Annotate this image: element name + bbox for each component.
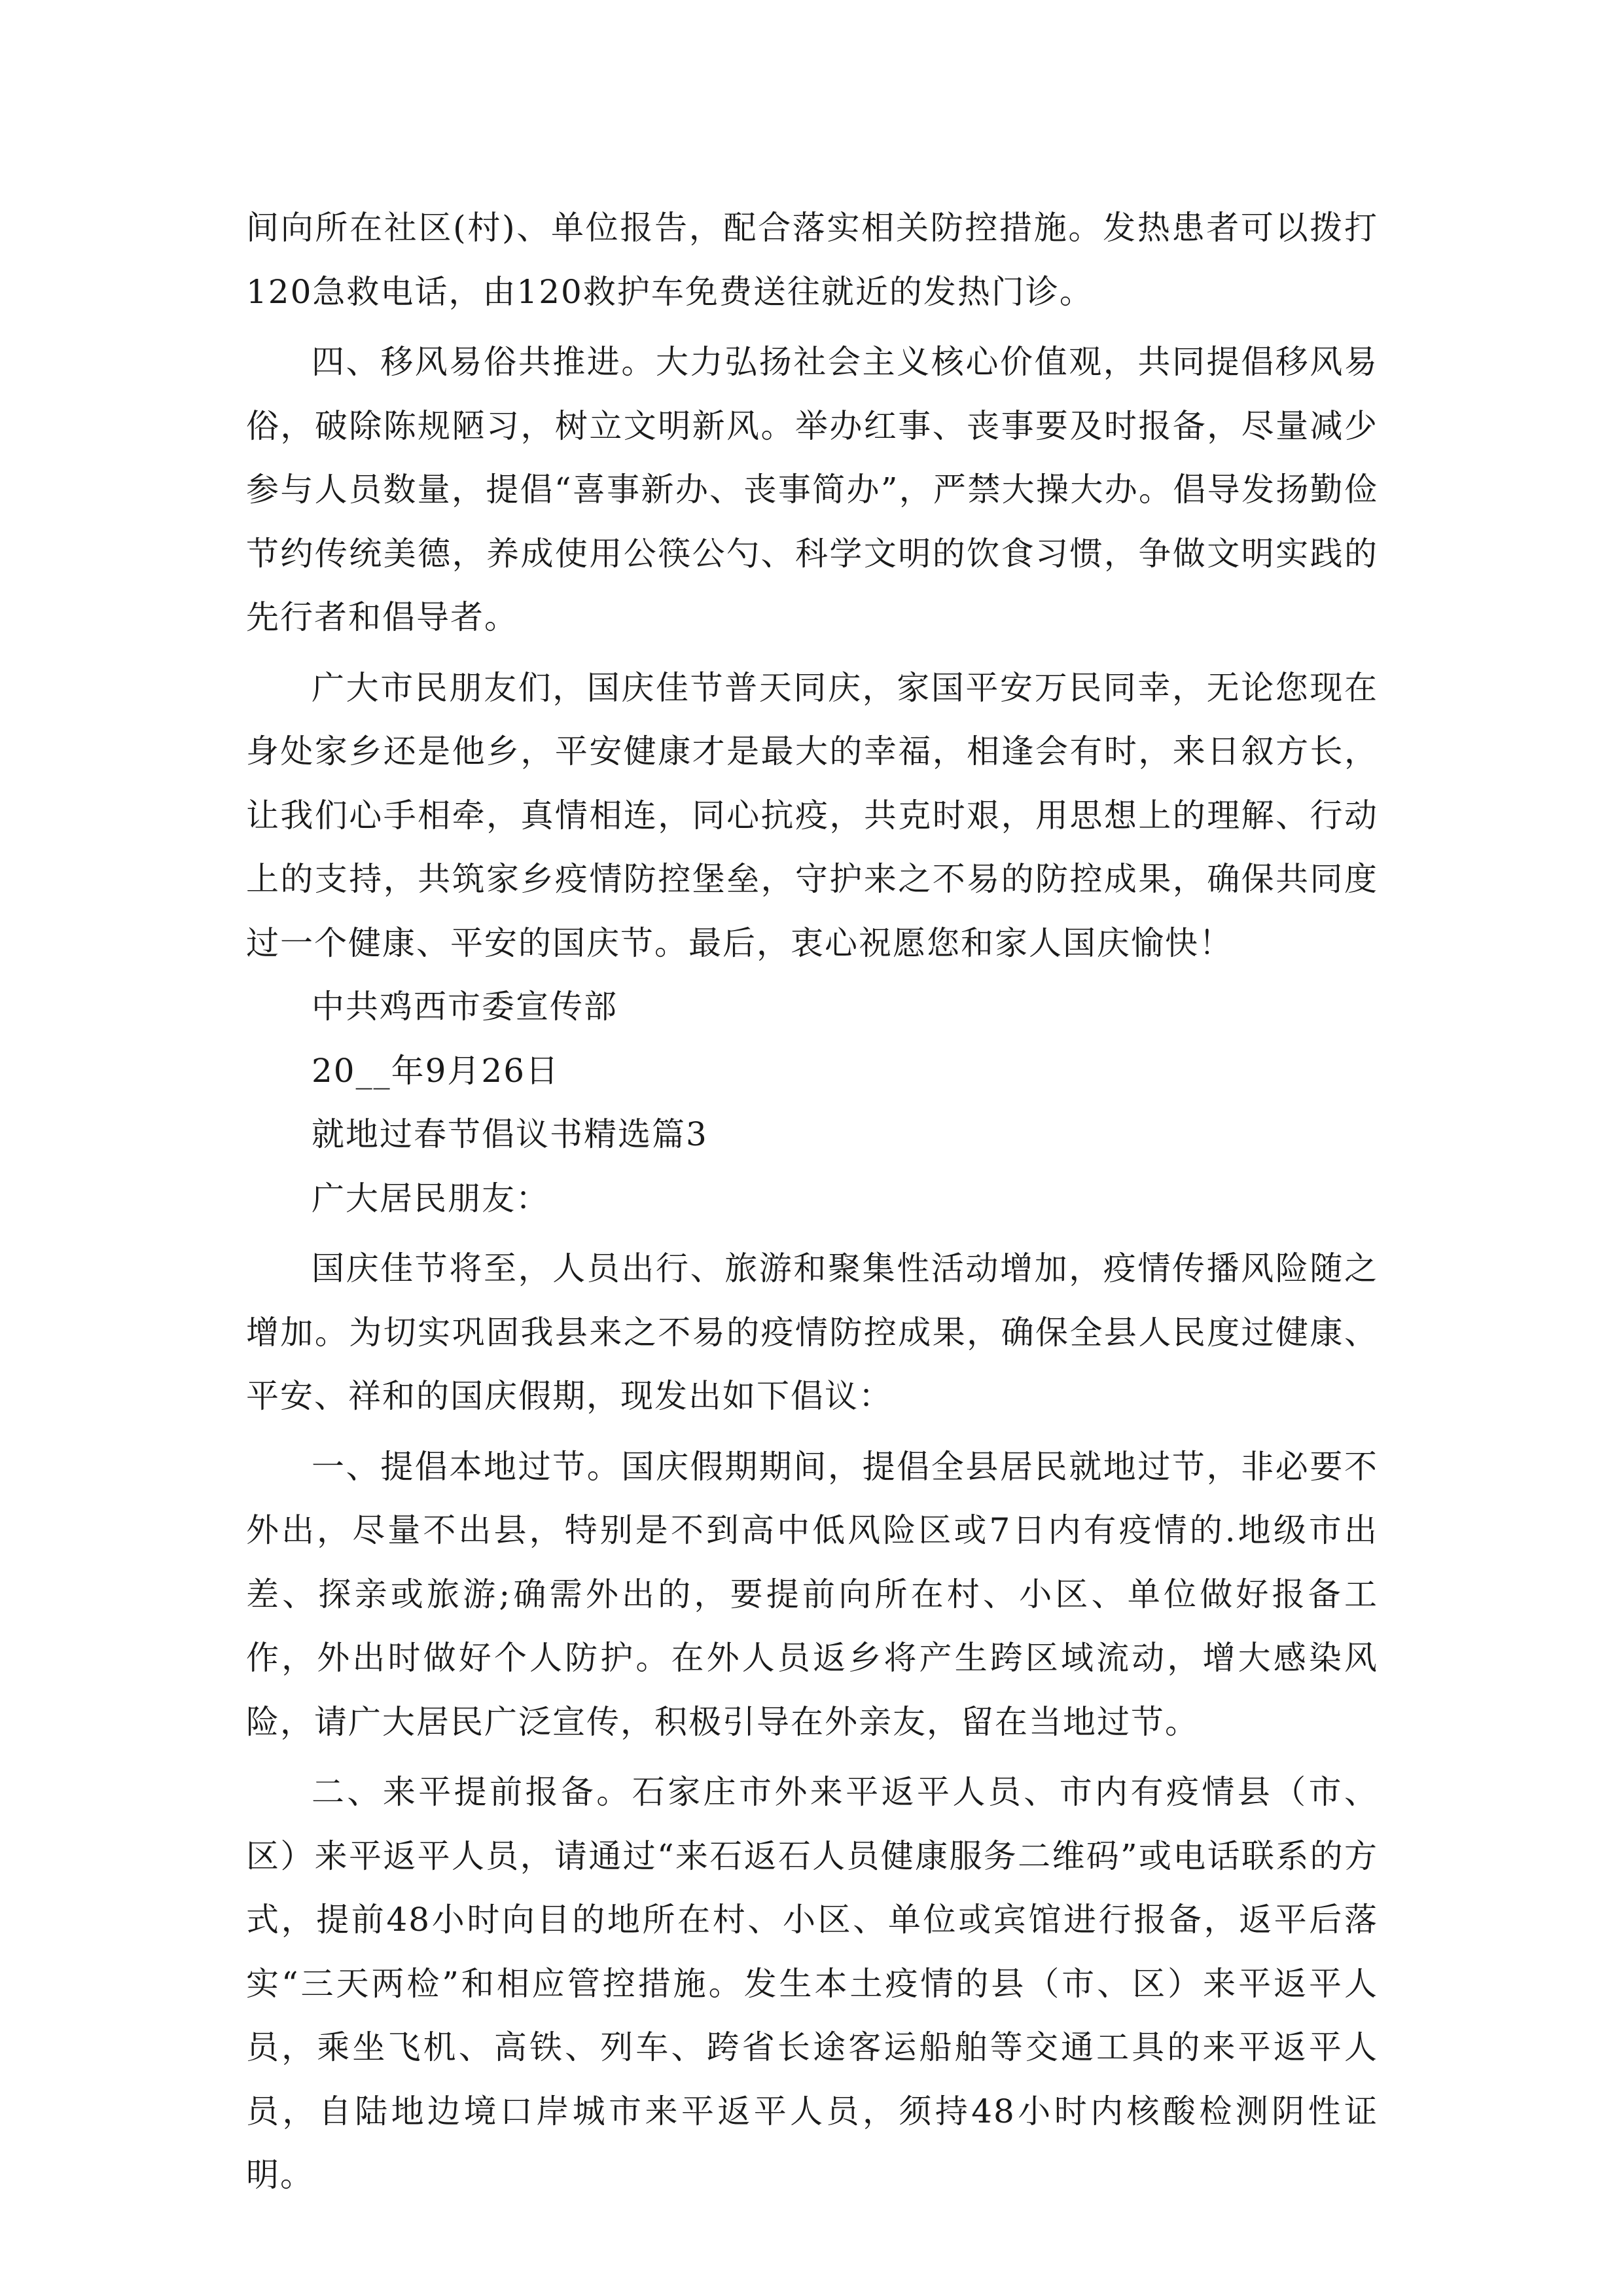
paragraph-citizens-appeal: 广大市民朋友们，国庆佳节普天同庆，家国平安万民同幸，无论您现在身处家乡还是他乡，平安健康才是最大的幸福，相逢会有时，来日叙方长，让我们心手相牵，真情相连，同心抗疫，共克时艰，用思想上的理解、行动上的支持，共筑家乡疫情防控堡垒，守护来之不易的防控成果，确保共同度过一个健康、平安的国庆节。最后，衷心祝愿您和家人国庆愉快！: [246, 668, 1378, 962]
section-title: 就地过春节倡议书精选篇3: [312, 1115, 708, 1153]
paragraph-customs-reform: 四、移风易俗共推进。大力弘扬社会主义核心价值观，共同提倡移风易俗，破除陈规陋习，树立文明新风。举办红事、丧事要及时报备，尽量减少参与人员数量，提倡“喜事新办、丧事简办”，严禁大操大办。倡导发扬勤俭节约传统美德，养成使用公筷公勺、科学文明的饮食习惯，争做文明实践的先行者和倡导者。: [246, 343, 1378, 636]
signature-date: 20__年9月26日: [312, 1051, 560, 1090]
paragraph-intro: 国庆佳节将至，人员出行、旅游和聚集性活动增加，疫情传播风险随之增加。为切实巩固我县来之不易的疫情防控成果，确保全县人民度过健康、平安、祥和的国庆假期，现发出如下倡议：: [246, 1249, 1378, 1415]
signature-department: 中共鸡西市委宣传部: [312, 988, 618, 1026]
paragraph-continuation: 间向所在社区(村)、单位报告，配合落实相关防控措施。发热患者可以拨打120急救电话，由120救护车免费送往就近的发热门诊。: [246, 209, 1378, 311]
paragraph-local-holiday: 一、提倡本地过节。国庆假期期间，提倡全县居民就地过节，非必要不外出，尽量不出县，特别是不到高中低风险区或7日内有疫情的.地级市出差、探亲或旅游;确需外出的，要提前向所在村、小区、单位做好报备工作，外出时做好个人防护。在外人员返乡将产生跨区域流动，增大感染风险，请广大居民广泛宣传，积极引导在外亲友，留在当地过节。: [246, 1447, 1378, 1741]
paragraph-advance-report: 二、来平提前报备。石家庄市外来平返平人员、市内有疫情县（市、区）来平返平人员，请通过“来石返石人员健康服务二维码”或电话联系的方式，提前48小时向目的地所在村、小区、单位或宾馆进行报备，返平后落实“三天两检”和相应管控措施。发生本土疫情的县（市、区）来平返平人员，乘坐飞机、高铁、列车、跨省长途客运船舶等交通工具的来平返平人员，自陆地边境口岸城市来平返平人员，须持48小时内核酸检测阴性证明。: [246, 1773, 1378, 2194]
salutation: 广大居民朋友：: [312, 1179, 550, 1217]
document-body: [246, 196, 1378, 2208]
